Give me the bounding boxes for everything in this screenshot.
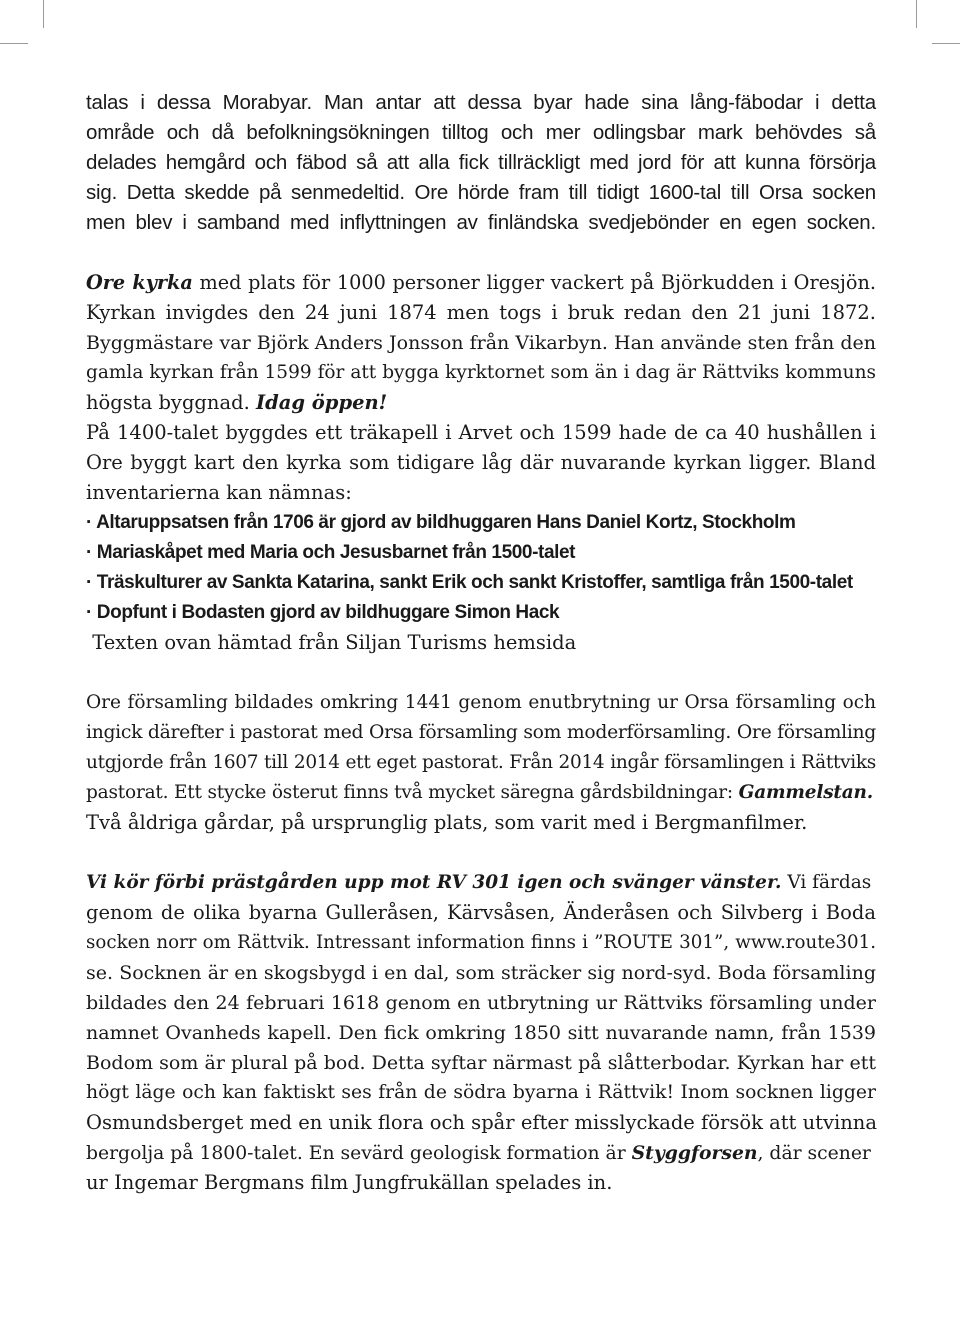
p2-line-1 [86,268,876,298]
p4-line-3: socken norr om Rättvik. Intressant information finns i ”ROUTE 301”, www.route301. [86,932,876,953]
p2-line-1-rest: med plats för 1000 personer ligger vackert på Björkudden i Oresjön. [192,271,876,294]
p4-line-1 [86,868,876,898]
crop-mark-left-top [0,43,28,44]
p4-line-10-rest: , där scener [757,1143,871,1164]
p2-line-2: Kyrkan invigdes den 24 juni 1874 men togs i bruk redan den 21 juni 1872. [86,301,876,324]
p1-line-3: delades hemgård och fäbod så att alla fick tillräckligt med jord för att kunna försörja [86,151,876,174]
p4-line-6: namnet Ovanheds kapell. Den fick omkring 1850 sitt nuvarande namn, från 1539 [86,1022,876,1044]
ore-kyrka-heading: Ore kyrka [86,271,193,294]
list-item: · Altaruppsatsen från 1706 är gjord av bildhuggaren Hans Daniel Kortz, Stockholm [86,512,796,533]
p2-line-4: gamla kyrkan från 1599 för att bygga kyrktornet som än i dag är Rättviks kommuns [86,362,876,383]
p3-line-1: Ore församling bildades omkring 1441 genom enutbrytning ur Orsa församling och [86,692,876,713]
p4-line-11: ur Ingemar Bergmans film Jungfrukällan spelades in. [86,1171,613,1194]
styggforsen-text: Styggforsen [631,1142,758,1164]
p1-line-1: talas i dessa Morabyar. Man antar att dessa byar hade sina lång-fäbodar i detta [86,91,876,114]
crop-mark-top-right [916,0,917,28]
crop-mark-right-top [932,43,960,44]
p1-line-5: men blev i samband med inflyttningen av finländska svedjebönder en egen socken. [86,211,876,234]
p2-line-5-text: högsta byggnad. [86,391,256,414]
source-note: Texten ovan hämtad från Siljan Turisms hemsida [86,631,577,654]
p4-line-5: bildades den 24 februari 1618 genom en utbrytning ur Rättviks församling under [86,992,876,1014]
p4-line-9: Osmundsberget med en unik flora och spår efter misslyckade försök att utvinna [86,1111,877,1134]
p1-line-2: område och då befolkningsökningen tilltog och mer odlingsbar mark behövdes så [86,121,876,144]
route-heading: Vi kör förbi prästgården upp mot RV 301 igen och svänger vänster. [86,872,782,893]
p3-line-3: utgjorde från 1607 till 2014 ett eget pastorat. Från 2014 ingår församlingen i Rättviks [86,752,876,773]
p4-line-7: Bodom som är plural på bod. Detta syftar närmast på slåtterbodar. Kyrkan har ett [86,1052,876,1074]
p4-line-2: genom de olika byarna Gulleråsen, Kärvsåsen, Änderåsen och Silvberg i Boda [86,901,876,924]
p2-line-6: På 1400-talet byggdes ett träkapell i Arvet och 1599 hade de ca 40 hushållen i [86,421,876,444]
p2-line-8: inventarierna kan nämnas: [86,481,352,504]
p2-line-7: Ore byggt kart den kyrka som tidigare låg där nuvarande kyrkan ligger. Bland [86,451,876,474]
p2-line-3: Byggmästare var Björk Anders Jonsson från Vikarbyn. Han använde sten från den [86,332,876,354]
p4-line-8: högt läge och kan faktiskt ses från de södra byarna i Rättvik! Inom socknen ligger [86,1082,876,1103]
idag-oppen-text: Idag öppen! [255,391,388,414]
p3-line-4 [86,778,876,808]
p4-line-10-text: bergolja på 1800-talet. En sevärd geologisk formation är [86,1143,632,1164]
p4-line-10 [86,1138,876,1168]
p3-line-2: ingick därefter i pastorat med Orsa församling som moderförsamling. Ore församling [86,722,876,743]
p3-line-4-text: pastorat. Ett stycke österut finns två mycket säregna gårdsbildningar: [86,782,739,803]
list-item: · Dopfunt i Bodasten gjord av bildhuggare Simon Hack [86,602,560,623]
p4-line-4: se. Socknen är en skogsbygd i en dal, som sträcker sig nord-syd. Boda församling [86,962,876,984]
p1-line-4: sig. Detta skedde på senmedeltid. Ore hörde fram till tidigt 1600-tal till Orsa socken [86,181,876,204]
list-item: · Mariaskåpet med Maria och Jesusbarnet från 1500-talet [86,542,576,563]
list-item: · Träskulturer av Sankta Katarina, sankt Erik och sankt Kristoffer, samtliga från 1500-talet [86,572,853,593]
gammelstan-text: Gammelstan. [738,782,874,803]
p3-line-5: Två åldriga gårdar, på ursprunglig plats, som varit med i Bergmanfilmer. [86,811,808,834]
crop-mark-top-left [43,0,44,28]
p4-line-1-rest: Vi färdas [781,872,872,893]
p2-line-5 [86,388,876,418]
